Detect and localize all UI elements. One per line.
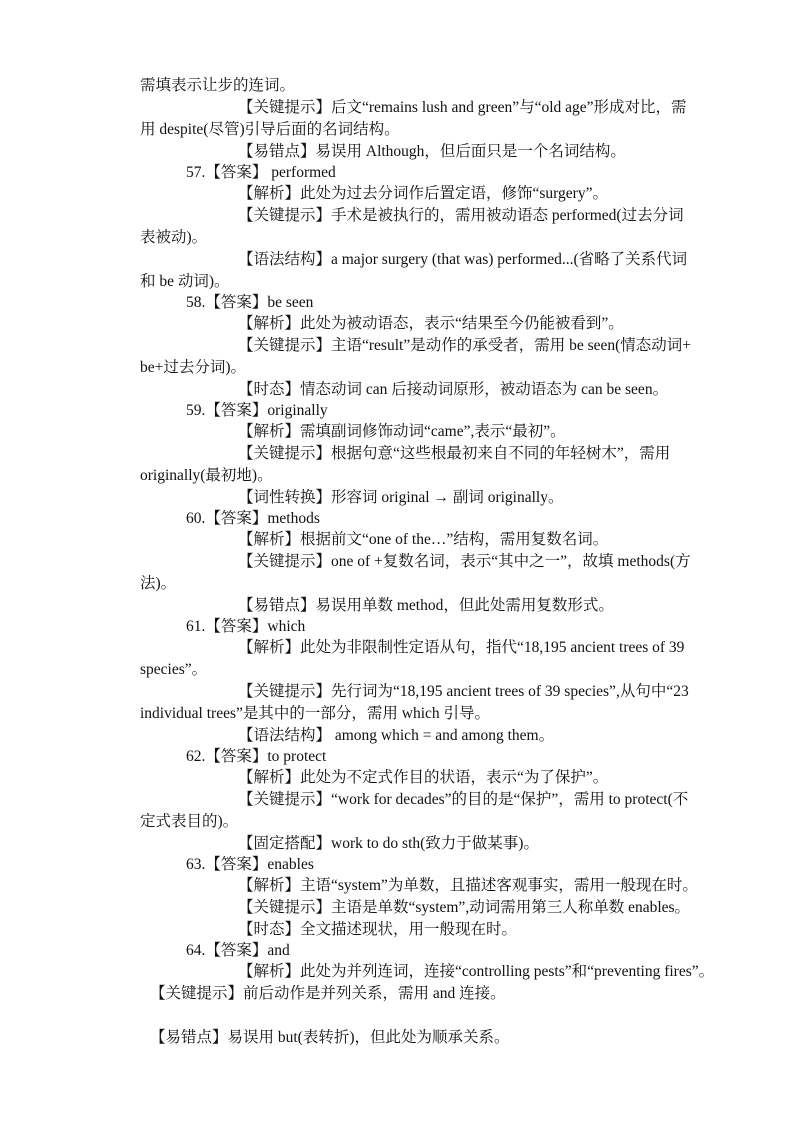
text-line: originally(最初地)。 bbox=[140, 467, 273, 484]
text-line: 【时态】全文描述现状，用一般现在时。 bbox=[238, 921, 518, 938]
text-line: 【关键提示】one of +复数名词，表示“其中之一”，故填 methods(方 bbox=[238, 553, 691, 570]
text-line: individual trees”是其中的一部分，需用 which 引导。 bbox=[140, 705, 490, 722]
text-line: 【关键提示】主语“result”是动作的承受者，需用 be seen(情态动词+ bbox=[238, 337, 692, 354]
text-line: 【关键提示】“work for decades”的目的是“保护”，需用 to protect(不 bbox=[238, 791, 689, 808]
text-line: species”。 bbox=[140, 661, 208, 678]
answer-heading-60: 60.【答案】methods bbox=[186, 510, 320, 527]
text-line: 【关键提示】前后动作是并列关系，需用 and 连接。 bbox=[150, 985, 506, 1002]
answer-heading-64: 64.【答案】and bbox=[186, 942, 290, 959]
text-line: 【关键提示】根据句意“这些根最初来自不同的年轻树木”，需用 bbox=[238, 445, 671, 462]
text-line: 【词性转换】形容词 original → 副词 originally。 bbox=[238, 489, 564, 506]
answer-heading-58: 58.【答案】be seen bbox=[186, 294, 314, 311]
text-line: 【关键提示】主语是单数“system”,动词需用第三人称单数 enables。 bbox=[238, 899, 691, 916]
text-line: 【关键提示】先行词为“18,195 ancient trees of 39 species”,从句中“23 bbox=[238, 683, 689, 700]
answer-heading-61: 61.【答案】which bbox=[186, 618, 306, 635]
text-line: 【易错点】易误用单数 method，但此处需用复数形式。 bbox=[238, 597, 614, 614]
answer-heading-59: 59.【答案】originally bbox=[186, 402, 328, 419]
text-line: 【解析】此处为不定式作目的状语，表示“为了保护”。 bbox=[238, 769, 609, 786]
text-line: 表被动)。 bbox=[140, 229, 208, 246]
text-line: 需填表示让步的连词。 bbox=[140, 77, 296, 94]
text-line: 【解析】主语“system”为单数，且描述客观事实，需用一般现在时。 bbox=[238, 877, 698, 894]
text-line: 【解析】此处为并列连词，连接“controlling pests”和“preventing fires”。 bbox=[238, 963, 715, 980]
text-line: 【解析】此处为被动语态，表示“结果至今仍能被看到”。 bbox=[238, 315, 624, 332]
text-line: 【关键提示】手术是被执行的，需用被动语态 performed(过去分词 bbox=[238, 207, 684, 224]
text-line: 法)。 bbox=[140, 575, 177, 592]
text-line: 【关键提示】后文“remains lush and green”与“old age”形成对比，需 bbox=[238, 99, 687, 116]
text-line: 用 despite(尽管)引导后面的名词结构。 bbox=[140, 121, 400, 138]
text-line: 【解析】根据前文“one of the…”结构，需用复数名词。 bbox=[238, 531, 609, 548]
answer-heading-62: 62.【答案】to protect bbox=[186, 748, 327, 765]
text-line: 【解析】需填副词修饰动词“came”,表示“最初”。 bbox=[238, 423, 566, 440]
text-line: 【易错点】易误用 Although，但后面只是一个名词结构。 bbox=[238, 143, 626, 160]
text-line: 【语法结构】 among which = and among them。 bbox=[238, 727, 555, 744]
text-line: 【解析】此处为非限制性定语从句，指代“18,195 ancient trees of 39 bbox=[238, 639, 685, 656]
answer-heading-63: 63.【答案】enables bbox=[186, 856, 314, 873]
text-line: 【固定搭配】work to do sth(致力于做某事)。 bbox=[238, 835, 539, 852]
text-line: 【解析】此处为过去分词作后置定语，修饰“surgery”。 bbox=[238, 185, 608, 202]
text-line: 【语法结构】a major surgery (that was) performed...(省略了关系代词 bbox=[238, 251, 688, 268]
text-line: 和 be 动词)。 bbox=[140, 273, 230, 290]
answer-heading-57: 57.【答案】 performed bbox=[186, 164, 336, 181]
text-line: be+过去分词)。 bbox=[140, 359, 247, 376]
text-line: 定式表目的)。 bbox=[140, 813, 239, 830]
text-line: 【时态】情态动词 can 后接动词原形，被动语态为 can be seen。 bbox=[238, 381, 669, 398]
text-line: 【易错点】易误用 but(表转折)，但此处为顺承关系。 bbox=[150, 1029, 510, 1046]
